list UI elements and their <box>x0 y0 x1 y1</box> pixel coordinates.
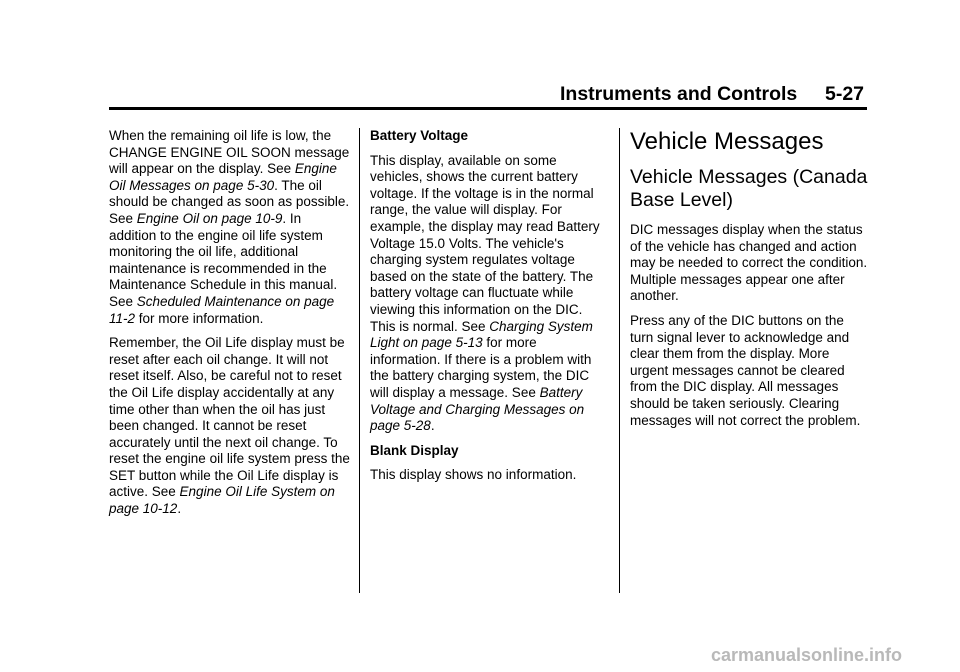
blank-display-heading: Blank Display <box>370 442 459 458</box>
page-number: 5-27 <box>825 83 865 105</box>
oil-life-low-paragraph: When the remaining oil life is low, the CHANGE ENGINE OIL SOON message will appear on the display. See Engine Oil Messages on page 5-30. The oil should be changed as soon as possible. See Engine Oil on page 10-9. In addition to the engine oil life system monitoring the oil life, additional maintenance is recommended in the Maintenance Schedule in this manual. See Scheduled Maintenance on page 11-2 for more information. <box>109 128 350 326</box>
watermark: carmanualsonline.info <box>711 645 903 665</box>
ref-engine-oil-messages[interactable]: Engine Oil Messages on page 5-30 <box>109 161 337 193</box>
column-3 <box>630 128 870 437</box>
ref-engine-oil-life-system[interactable]: Engine Oil Life System on page 10-12 <box>109 484 335 517</box>
vehicle-messages-heading: Vehicle Messages <box>630 128 824 155</box>
column-divider-2 <box>619 128 620 593</box>
header-rule <box>109 107 867 110</box>
dic-messages-paragraph: DIC messages display when the status of the vehicle has changed and action may be needed to correct the condition. Multiple messages appear one after another. <box>630 222 868 304</box>
ref-battery-voltage-messages[interactable]: Battery Voltage and Charging Messages on page 5-28 <box>370 384 585 434</box>
ref-scheduled-maintenance[interactable]: Scheduled Maintenance on page 11-2 <box>109 293 335 326</box>
column-divider-1 <box>359 128 360 593</box>
ref-engine-oil[interactable]: Engine Oil on page 10-9 <box>136 210 283 226</box>
vehicle-messages-canada-heading: Vehicle Messages (Canada Base Level) <box>630 166 868 211</box>
battery-voltage-paragraph: This display, available on some vehicles, shows the current battery voltage. If the voltage is in the normal range, the value will display. For example, the display may read Battery Voltage 15.0 Volts. The vehicle's charging system regulates voltage based on the state of the battery. The battery voltage can fluctuate while viewing this information on the DIC. This is normal. See Charging System Light on page 5-13 for more information. If there is a problem with the battery charging system, the DIC will display a message. See Battery Voltage and Charging Messages on page 5-28. <box>370 152 600 434</box>
dic-buttons-paragraph: Press any of the DIC buttons on the turn signal lever to acknowledge and clear them from the display. More urgent messages cannot be cleared from the DIC display. All messages should be taken seriously. Clearing messages will not correct the problem. <box>630 312 861 428</box>
oil-life-reset-paragraph: Remember, the Oil Life display must be reset after each oil change. It will not reset itself. Also, be careful not to reset the Oil Life display accidentally at any time other than when the oil has just been changed. It cannot be reset accurately until the next oil change. To reset the engine oil life system press the SET button while the Oil Life display is active. See Engine Oil Life System on page 10-12. <box>109 335 350 517</box>
ref-charging-system-light[interactable]: Charging System Light on page 5-13 <box>370 318 593 351</box>
blank-display-paragraph: This display shows no information. <box>370 467 577 483</box>
battery-voltage-heading: Battery Voltage <box>370 128 469 143</box>
header-title: Instruments and Controls <box>560 83 798 105</box>
column-1 <box>109 128 351 526</box>
column-2 <box>370 128 608 492</box>
